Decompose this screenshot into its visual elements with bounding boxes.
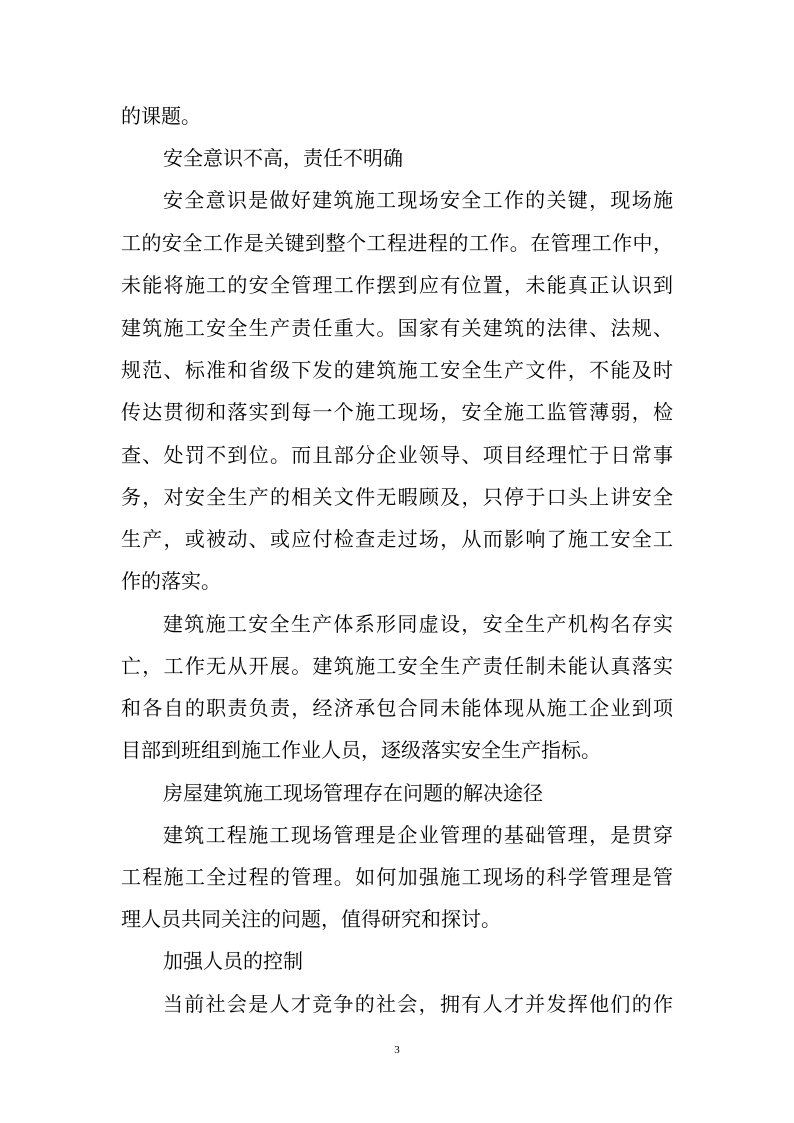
text-line: 传达贯彻和落实到每一个施工现场，安全施工监管薄弱，检	[121, 400, 673, 424]
text-line: 建筑施工安全生产体系形同虚设，安全生产机构名存实	[163, 612, 673, 636]
section-heading: 加强人员的控制	[163, 949, 303, 973]
text-line: 工的安全工作是关键到整个工程进程的工作。在管理工作中，	[121, 231, 673, 255]
page-number: 3	[394, 1044, 400, 1056]
text-line: 亡，工作无从开展。建筑施工安全生产责任制未能认真落实	[121, 654, 673, 678]
text-line: 当前社会是人才竞争的社会，拥有人才并发挥他们的作	[163, 992, 673, 1016]
text-line: 安全意识是做好建筑施工现场安全工作的关键，现场施	[163, 188, 673, 212]
text-line: 理人员共同关注的问题，值得研究和探讨。	[121, 907, 501, 931]
text-line: 规范、标准和省级下发的建筑施工安全生产文件，不能及时	[121, 358, 673, 382]
text-line: 作的落实。	[121, 569, 221, 593]
text-line: 建筑工程施工现场管理是企业管理的基础管理，是贯穿	[163, 823, 673, 847]
text-line: 工程施工全过程的管理。如何加强施工现场的科学管理是管	[121, 865, 673, 889]
text-line: 的课题。	[121, 104, 201, 128]
text-line: 务，对安全生产的相关文件无暇顾及，只停于口头上讲安全	[121, 485, 673, 509]
text-line: 未能将施工的安全管理工作摆到应有位置，未能真正认识到	[121, 273, 673, 297]
text-line: 查、处罚不到位。而且部分企业领导、项目经理忙于日常事	[121, 443, 673, 467]
section-heading: 安全意识不高，责任不明确	[163, 146, 403, 170]
text-line: 生产，或被动、或应付检查走过场，从而影响了施工安全工	[121, 527, 673, 551]
section-heading: 房屋建筑施工现场管理存在问题的解决途径	[163, 781, 543, 805]
text-line: 目部到班组到施工作业人员，逐级落实安全生产指标。	[121, 738, 601, 762]
text-line: 建筑施工安全生产责任重大。国家有关建筑的法律、法规、	[121, 316, 673, 340]
text-line: 和各自的职责负责，经济承包合同未能体现从施工企业到项	[121, 696, 673, 720]
